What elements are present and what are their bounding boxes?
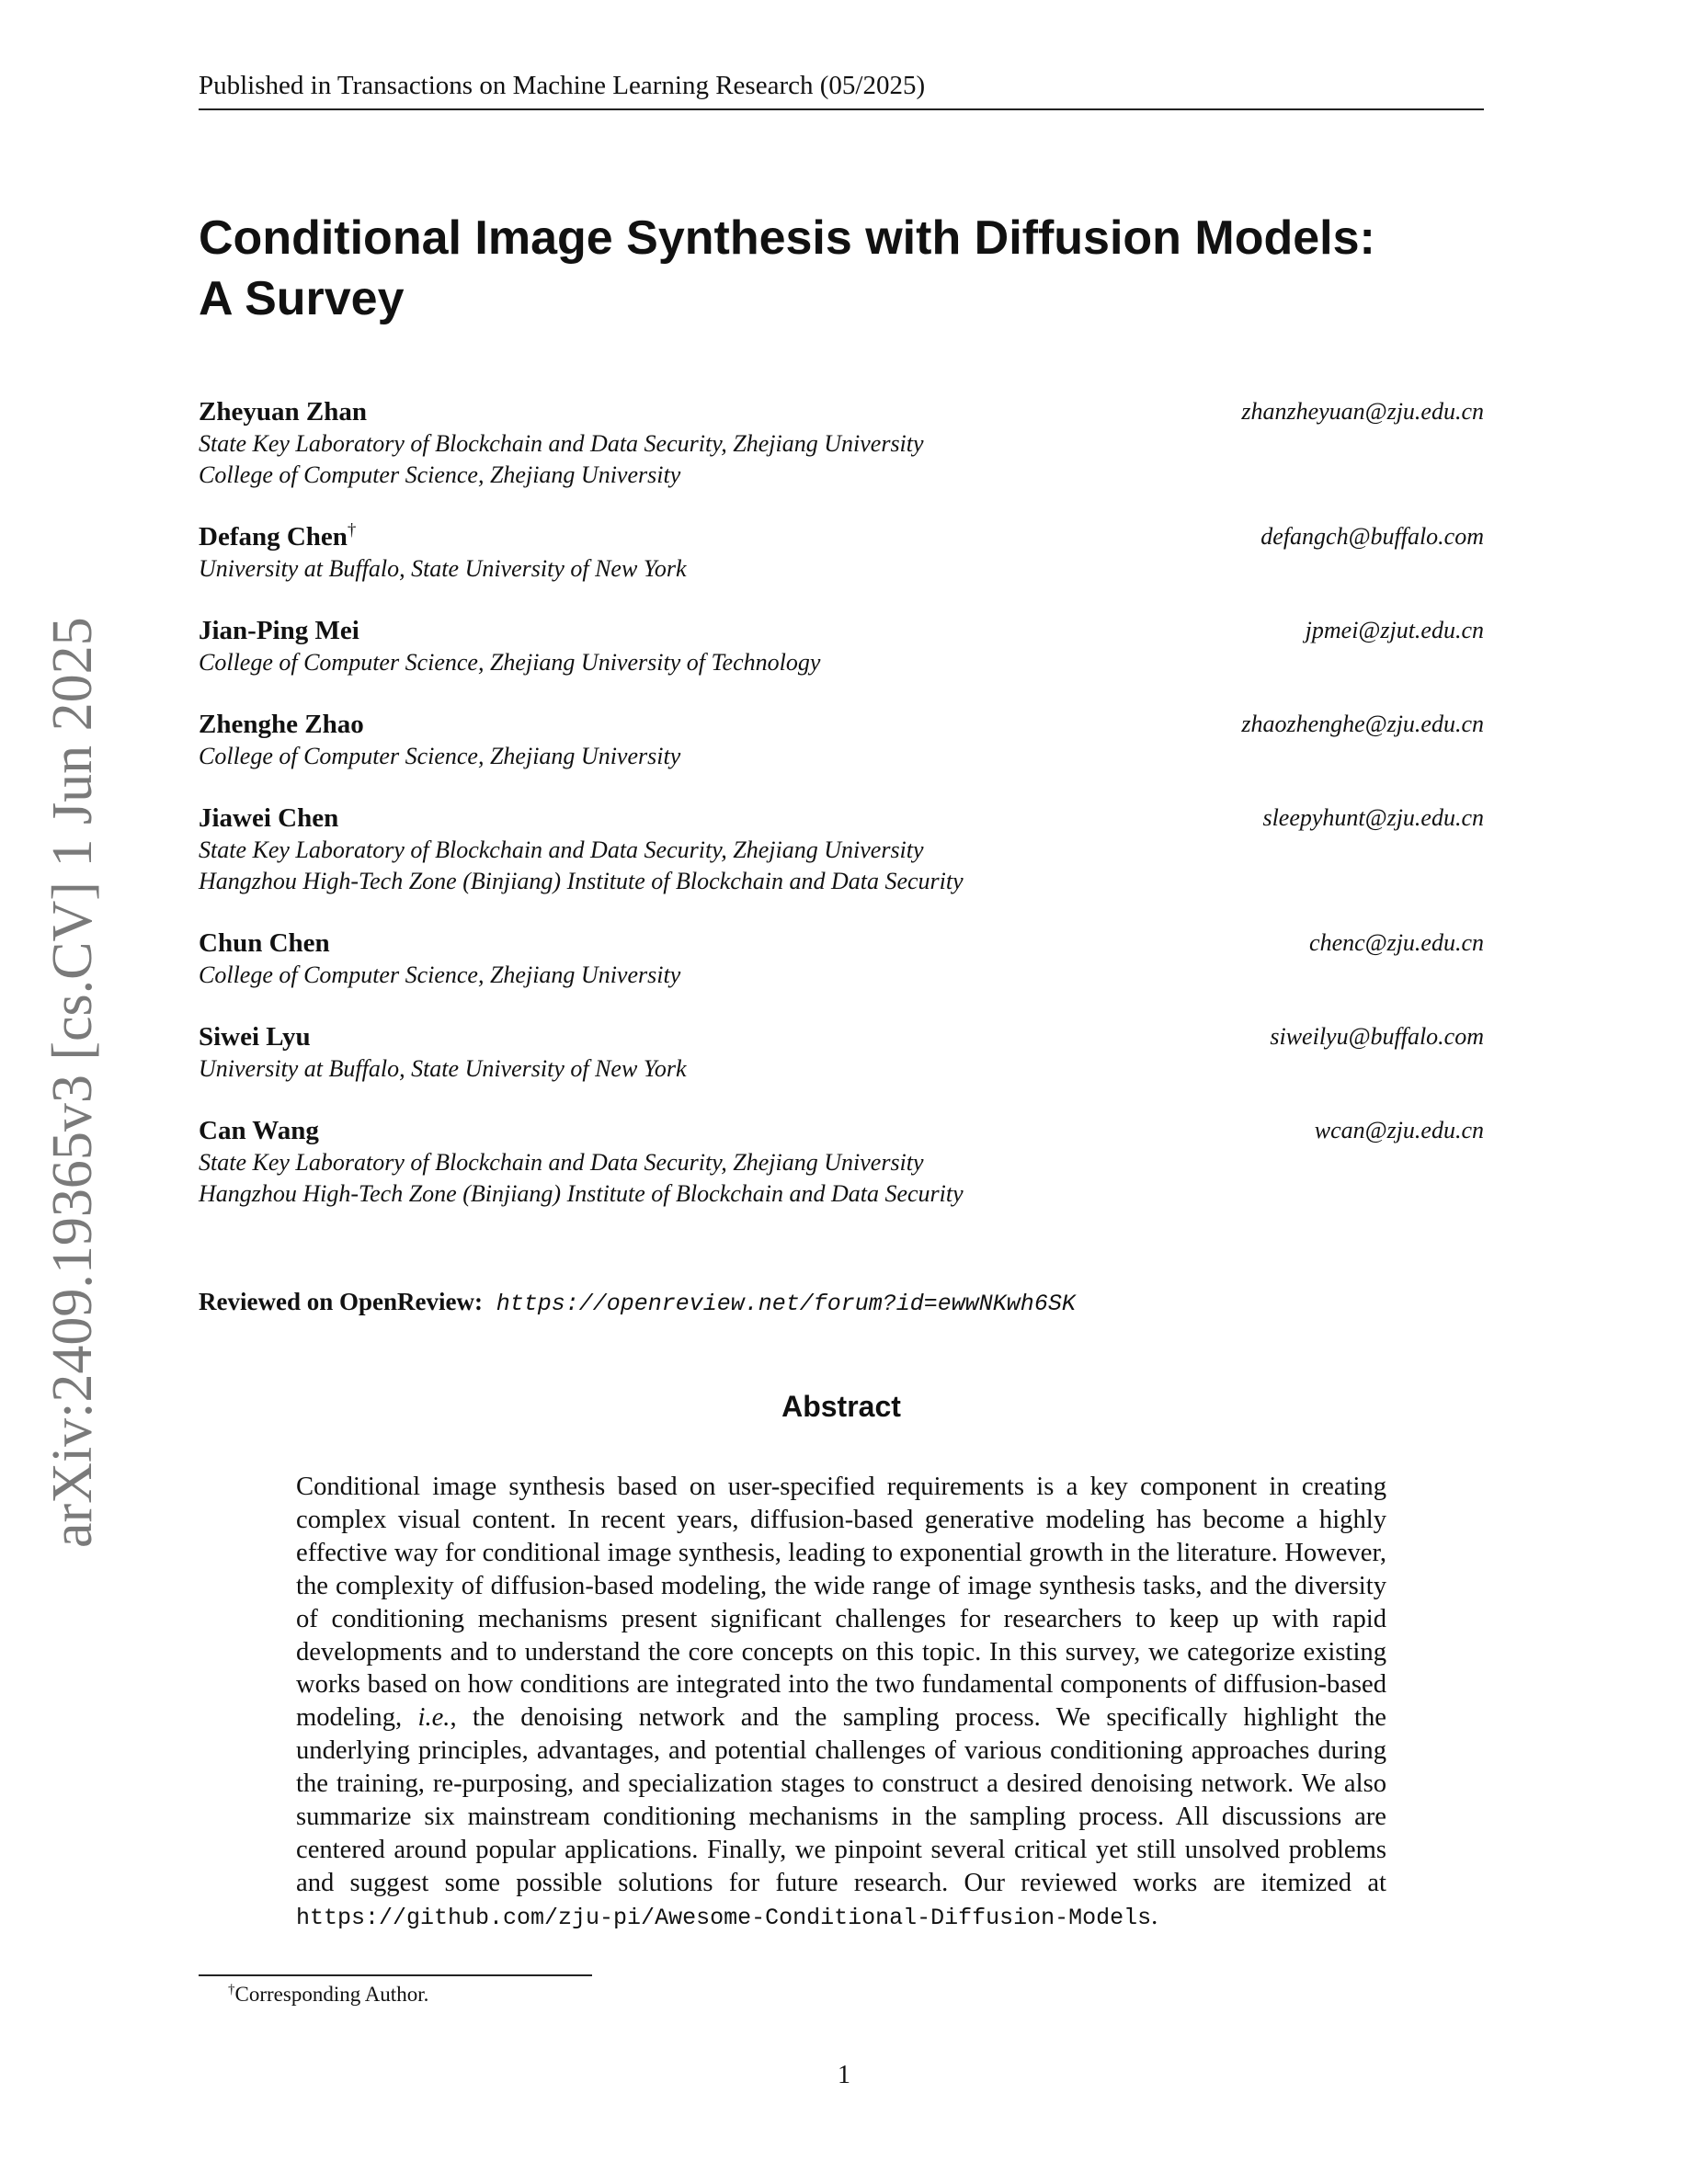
author-block xyxy=(199,927,1484,991)
author-affiliation: State Key Laboratory of Blockchain and Data Security, Zhejiang University xyxy=(199,1149,924,1176)
arxiv-side-stamp: arXiv:2409.19365v3 [cs.CV] 1 Jun 2025 xyxy=(41,617,104,1548)
title-line-1: Conditional Image Synthesis with Diffusion Models: xyxy=(199,211,1375,265)
author-block xyxy=(199,1114,1484,1210)
abstract-body-1: Conditional image synthesis based on user-specified requirements is a key component in creating complex visual content. In recent years, diffusion-based generative modeling has become a highly effective way for conditional image synthesis, leading to exponential growth in the literature. However, the complexity of diffusion-based modeling, the wide range of image synthesis tasks, and the diversity of conditioning mechanisms present significant challenges for researchers to keep up with rapid developments and to understand the core concepts on this topic. In this survey, we categorize existing works based on how conditions are integrated into the two fundamental components of diffusion-based modeling, xyxy=(296,1473,1386,1733)
abstract-heading: Abstract xyxy=(781,1390,901,1423)
author-block xyxy=(199,520,1484,585)
page-number: 1 xyxy=(838,2061,850,2089)
author-email[interactable]: siweilyu@buffalo.com xyxy=(1270,1023,1484,1050)
abstract-body-2: , the denoising network and the sampling process. We specifically highlight the underlying principles, advantages, and potential challenges of various conditioning approaches during the training, re-purposing, and specialization stages to construct a desired denoising network. We also summarize six mainstream conditioning mechanisms in the sampling process. All discussions are centered around popular applications. Finally, we pinpoint several critical yet still unsolved problems and suggest some possible solutions for future research. Our reviewed works are itemized at xyxy=(296,1703,1386,1897)
author-block xyxy=(199,708,1484,772)
author-name: Zhenghe Zhao xyxy=(199,710,364,739)
abstract-period: . xyxy=(1151,1901,1158,1930)
review-label: Reviewed on OpenReview: xyxy=(199,1288,483,1315)
author-name: Siwei Lyu xyxy=(199,1022,311,1052)
footnote xyxy=(228,1980,428,2009)
author-affiliation: College of Computer Science, Zhejiang University xyxy=(199,743,681,769)
corresponding-author-mark: † xyxy=(347,520,357,540)
author-name: Defang Chen† xyxy=(199,520,357,552)
github-link[interactable]: https://github.com/zju-pi/Awesome-Conditional-Diffusion-Models xyxy=(296,1904,1152,1931)
footnote-rule xyxy=(199,1974,592,1976)
author-block xyxy=(199,1020,1484,1085)
author-block xyxy=(199,614,1484,678)
author-block xyxy=(199,802,1484,897)
author-email[interactable]: chenc@zju.edu.cn xyxy=(1309,929,1484,956)
author-affiliation: State Key Laboratory of Blockchain and Data Security, Zhejiang University xyxy=(199,836,924,863)
author-email[interactable]: zhanzheyuan@zju.edu.cn xyxy=(1241,398,1484,425)
author-affiliation: University at Buffalo, State University of New York xyxy=(199,1055,687,1082)
title-line-2: A Survey xyxy=(199,272,405,325)
footnote-mark: † xyxy=(228,1982,235,1997)
author-affiliation: State Key Laboratory of Blockchain and Data Security, Zhejiang University xyxy=(199,430,924,457)
abstract-ie: i.e. xyxy=(417,1703,451,1733)
author-email[interactable]: sleepyhunt@zju.edu.cn xyxy=(1262,804,1484,831)
author-affiliation: Hangzhou High-Tech Zone (Binjiang) Institute of Blockchain and Data Security xyxy=(199,868,964,894)
author-email[interactable]: wcan@zju.edu.cn xyxy=(1314,1117,1484,1143)
author-list xyxy=(199,395,1484,1239)
author-email[interactable]: defangch@buffalo.com xyxy=(1260,523,1484,550)
author-name: Zheyuan Zhan xyxy=(199,397,367,427)
author-name: Jiawei Chen xyxy=(199,803,339,833)
author-name: Chun Chen xyxy=(199,928,330,958)
openreview-link[interactable]: https://openreview.net/forum?id=ewwNKwh6SK xyxy=(496,1291,1076,1317)
author-email[interactable]: zhaozhenghe@zju.edu.cn xyxy=(1241,711,1484,737)
author-name: Jian-Ping Mei xyxy=(199,616,359,645)
author-affiliation: College of Computer Science, Zhejiang University xyxy=(199,961,681,988)
author-block xyxy=(199,395,1484,491)
author-affiliation: Hangzhou High-Tech Zone (Binjiang) Institute of Blockchain and Data Security xyxy=(199,1180,964,1207)
running-header: Published in Transactions on Machine Learning Research (05/2025) xyxy=(199,68,1484,110)
paper-title xyxy=(199,208,1484,329)
author-name: Can Wang xyxy=(199,1116,319,1145)
author-affiliation: University at Buffalo, State University of New York xyxy=(199,555,687,582)
author-affiliation: College of Computer Science, Zhejiang University xyxy=(199,461,681,488)
review-line xyxy=(199,1283,1076,1323)
abstract-text xyxy=(296,1471,1386,1935)
author-affiliation: College of Computer Science, Zhejiang University of Technology xyxy=(199,649,821,676)
author-email[interactable]: jpmei@zjut.edu.cn xyxy=(1305,617,1484,643)
footnote-text: Corresponding Author. xyxy=(234,1983,429,2006)
